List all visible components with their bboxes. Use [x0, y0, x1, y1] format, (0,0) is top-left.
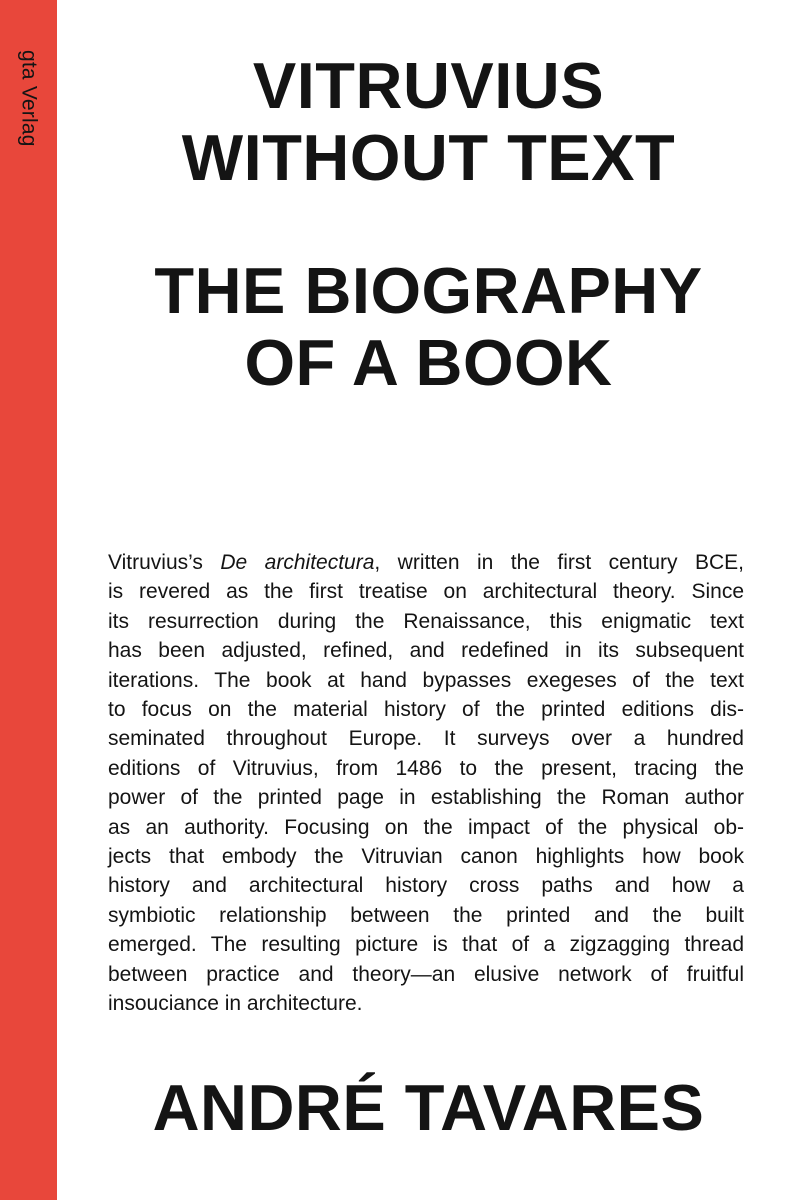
author-name: ANDRÉ TAVARES [152, 1071, 705, 1144]
blurb-text [108, 548, 744, 1019]
blurb-line [108, 548, 744, 577]
blurb-line: is revered as the first treatise on architectural theory. Since [108, 580, 744, 604]
blurb-line: as an authority. Focusing on the impact of the physical ob- [108, 815, 744, 839]
subtitle-line: THE BIOGRAPHY [154, 254, 703, 327]
blurb-line: iterations. The book at hand bypasses exegeses of the text [108, 668, 744, 692]
subtitle-line: OF A BOOK [244, 326, 613, 399]
blurb-line: power of the printed page in establishing the Roman author [108, 786, 744, 810]
title-line: WITHOUT TEXT [181, 121, 676, 194]
blurb-line: history and architectural history cross paths and how a [108, 874, 744, 898]
book-subtitle [57, 255, 800, 399]
blurb-line: to focus on the material history of the printed editions dis- [108, 698, 744, 722]
title-line: VITRUVIUS [252, 49, 605, 122]
blurb-line: jects that embody the Vitruvian canon highlights how book [108, 845, 744, 869]
blurb-line: emerged. The resulting picture is that of a zigzagging thread [108, 933, 744, 957]
publisher-label: gta Verlag [17, 50, 41, 147]
book-title [57, 50, 800, 194]
blurb-line: symbiotic relationship between the printed and the built [108, 903, 744, 927]
blurb-line: between practice and theory—an elusive network of fruitful [108, 962, 744, 986]
blurb-text-span: Vitruvius’s [108, 551, 221, 574]
blurb-line: has been adjusted, refined, and redefined in its subsequent [108, 639, 744, 663]
blurb-line: its resurrection during the Renaissance, this enigmatic text [108, 609, 744, 633]
blurb-line: insouciance in architecture. [108, 992, 363, 1016]
blurb-line: editions of Vitruvius, from 1486 to the present, tracing the [108, 756, 744, 780]
publisher-imprint [6, 50, 52, 190]
blurb-line: seminated throughout Europe. It surveys over a hundred [108, 727, 744, 751]
blurb-text-span: , written in the first century BCE, [374, 551, 745, 574]
work-title: De architectura [220, 551, 375, 574]
